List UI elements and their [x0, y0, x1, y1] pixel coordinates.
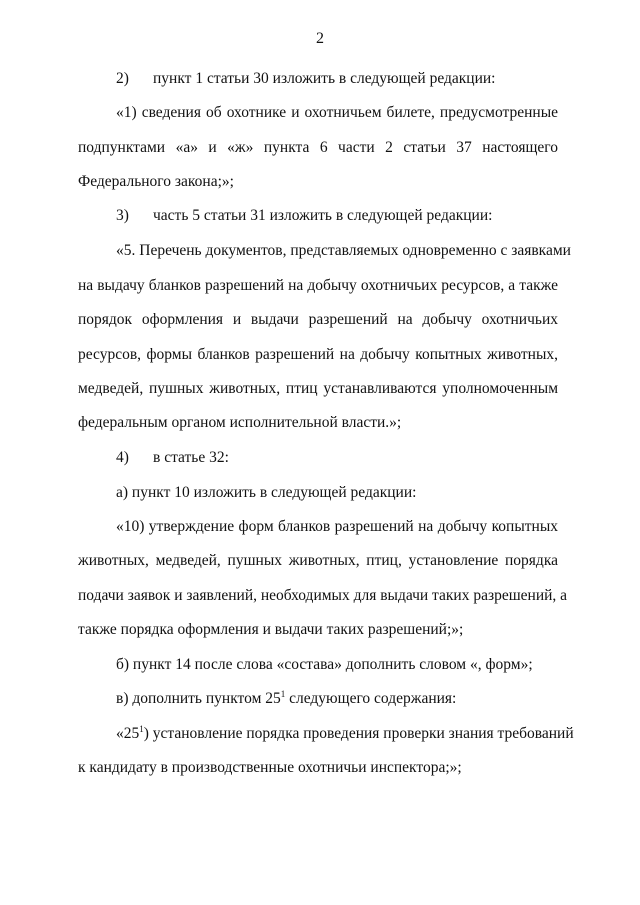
- quote-1-line-1: «1) сведения об охотнике и охотничьем билете, предусмотренные: [116, 104, 558, 121]
- page-number: 2: [316, 30, 324, 47]
- quote-5-line-6: федеральным органом исполнительной власти.»;: [78, 414, 402, 431]
- quote-5-line-3: порядок оформления и выдачи разрешений на добычу охотничьих: [78, 311, 558, 328]
- item-4: [116, 448, 229, 468]
- subitem-v: [116, 689, 456, 709]
- item-4-number: 4): [116, 449, 129, 466]
- quote-10-line-4: также порядка оформления и выдачи таких разрешений;»;: [78, 621, 464, 638]
- quote-10-line-3: подачи заявок и заявлений, необходимых для выдачи таких разрешений, а: [78, 587, 568, 604]
- quote-1-line-2: подпунктами «а» и «ж» пункта 6 части 2 статьи 37 настоящего: [78, 139, 558, 156]
- subitem-v-text: в) дополнить пунктом 25: [116, 690, 281, 707]
- quote-5-line-4: ресурсов, формы бланков разрешений на добычу копытных животных,: [78, 346, 558, 363]
- subitem-v-text-end: следующего содержания:: [285, 690, 457, 707]
- subitem-v-superscript: 1: [280, 688, 286, 699]
- quote-25-line-1: [116, 723, 574, 744]
- quote-5-line-1: «5. Перечень документов, представляемых одновременно с заявками: [116, 242, 571, 259]
- item-3-number: 3): [116, 207, 129, 224]
- item-2-number: 2): [116, 70, 129, 87]
- subitem-b: б) пункт 14 после слова «состава» дополнить словом «, форм»;: [116, 656, 533, 673]
- item-3: [116, 206, 492, 226]
- subitem-a: а) пункт 10 изложить в следующей редакции:: [116, 484, 417, 501]
- quote-25-open: «25: [116, 725, 140, 742]
- quote-25-superscript: 1: [139, 723, 144, 734]
- quote-10-line-1: «10) утверждение форм бланков разрешений на добычу копытных: [116, 518, 558, 535]
- item-3-text: часть 5 статьи 31 изложить в следующей редакции:: [153, 207, 493, 224]
- item-2-text: пункт 1 статьи 30 изложить в следующей редакции:: [153, 70, 496, 87]
- item-4-text: в статье 32:: [153, 449, 229, 466]
- quote-5-line-2: на выдачу бланков разрешений на добычу охотничьих ресурсов, а также: [78, 277, 558, 294]
- quote-5-line-5: медведей, пушных животных, птиц устанавливаются уполномоченным: [78, 380, 558, 397]
- quote-25-text: ) установление порядка проведения проверки знания требований: [143, 725, 574, 742]
- quote-25-line-2: к кандидату в производственные охотничьи инспектора;»;: [78, 759, 462, 776]
- quote-10-line-2: животных, медведей, пушных животных, птиц, установление порядка: [78, 552, 558, 569]
- item-2: [116, 69, 495, 89]
- quote-1-line-3: Федерального закона;»;: [78, 173, 234, 190]
